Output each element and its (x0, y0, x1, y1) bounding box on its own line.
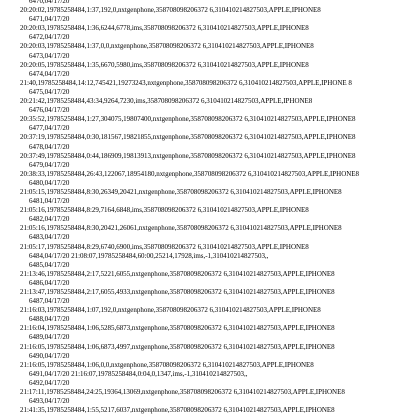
log-entry-text: 21:05:15,19785258484,8:30,26349,20421,nxtgenphone,358708098206372 6,310410214827503,APPLE,IPHONE8 (20, 187, 342, 196)
log-entry (0, 224, 392, 242)
log-entry (0, 324, 392, 342)
log-entry (0, 188, 392, 206)
log-entry-text: 21:05:16,19785258484,8:29,7164,6848,ims,358708098206372 6,310410214827503,APPLE,IPHONE8 (20, 206, 309, 215)
log-entry-record-id: 6479,04/17/20 (29, 160, 70, 169)
log-entry (0, 133, 392, 151)
log-entry-record-id: 6482,04/17/20 (29, 215, 70, 224)
log-entry-record-id: 6493,04/17/20 (29, 397, 70, 406)
log-entry-record-id: 6473,04/17/20 (29, 51, 70, 60)
log-entry-text: 20:20:05,19785258484,1:35,6670,5980,ims,358708098206372 6,310410214827503,APPLE,IPHONE8 (20, 60, 309, 69)
log-entry (0, 61, 392, 79)
log-entry (0, 288, 392, 306)
log-entry (0, 170, 392, 188)
log-entry-text: 21:16:04,19785258484,1:06,5285,6873,nxtgenphone,358708098206372 6,310410214827503,APPLE,IPHONE8 (20, 324, 335, 333)
log-entry-text: 21:16:03,19785258484,1:07,192,0,nxtgenphone,358708098206372 6,310410214827503,APPLE,IPHONE8 (20, 306, 321, 315)
log-entry-record-id: 6487,04/17/20 (29, 297, 70, 306)
log-entry-record-id: 6480,04/17/20 (29, 178, 70, 187)
log-entry-text: 21:05:16,19785258484,8:30,20421,26061,nxtgenphone,358708098206372 6,310410214827503,APPLE,IPHONE8 (20, 224, 342, 233)
log-entry-record-id: 6490,04/17/20 (29, 351, 70, 360)
log-entry-record-id: 6491,04/17/20 21:16:07,19785258484,0:04,0,1347,ims,-1,310410214827503,, (29, 369, 248, 378)
log-entry (0, 361, 392, 379)
log-entry (0, 306, 392, 324)
log-entry-record-id: 6485,04/17/20 (29, 260, 70, 269)
log-entry-record-id: 6471,04/17/20 (29, 15, 70, 24)
log-entry (0, 42, 392, 60)
log-entry-record-id: 6489,04/17/20 (29, 333, 70, 342)
log-entry-text: 20:20:02,19785258484,1:37,192,0,nxtgenphone,358708098206372 6,310410214827503,APPLE,IPHONE8 (20, 6, 321, 15)
log-entry-record-id: 6475,04/17/20 (29, 87, 70, 96)
log-entry-record-id: 6488,04/17/20 (29, 315, 70, 324)
log-entry (0, 388, 392, 406)
log-entry-record-id: 6492,04/17/20 (29, 378, 70, 387)
log-entry-record-id: 6486,04/17/20 (29, 278, 70, 287)
log-entry (0, 270, 392, 288)
log-entry (0, 6, 392, 24)
log-entry-record-id: 6472,04/17/20 (29, 33, 70, 42)
log-entry-text: 21:17:11,19785258484,24:25,19364,13069,nxtgenphone,358708098206372 6,310410214827503,APPLE,IPHONE8 (20, 388, 345, 397)
log-entry-record-id: 6481,04/17/20 (29, 197, 70, 206)
log-entry-text: 21:13:47,19785258484,2:17,6055,4933,nxtgenphone,358708098206372 6,310410214827503,APPLE,IPHONE8 (20, 288, 335, 296)
log-entry-record-id: 6478,04/17/20 (29, 142, 70, 151)
log-entry-text: 20:35:52,19785258484,1:27,304075,19807400,nxtgenphone,358708098206372 6,310410214827503,APPLE,IPHONE8 (20, 115, 356, 124)
log-entry-record-id: 6474,04/17/20 (29, 69, 70, 78)
log-entry-record-id: 6484,04/17/20 21:08:07,19785258484,60:00,25214,17928,ims,-1,310410214827503,, (29, 251, 269, 260)
log-entry-text: 20:38:33,19785258484,26:43,122067,18954180,nxtgenphone,358708098206372 6,310410214827503,APPLE,IPHONE8 (20, 169, 360, 178)
log-entry (0, 406, 392, 415)
log-entry-text: 21:05:17,19785258484,8:29,6740,6900,ims,358708098206372 6,310410214827503,APPLE,IPHONE8 (20, 242, 309, 251)
log-entry (0, 343, 392, 361)
log-entry-text: 20:37:49,19785258484,0:44,186909,19813913,nxtgenphone,358708098206372 6,310410214827503,APPLE,IPHONE8 (20, 151, 356, 160)
log-entry-record-id: 6483,04/17/20 (29, 233, 70, 242)
log-entry-text: 20:37:19,19785258484,0:30,181567,19821855,nxtgenphone,358708098206372 6,310410214827503,APPLE,IPHONE8 (20, 133, 356, 142)
log-entry (0, 379, 392, 388)
log-entry (0, 24, 392, 42)
log-entry-text: 21:40,19785258484,14:12,745421,19273243,nxtgenphone,358708098206372 6,310410214827503,APPLE,IPHONE 8 (20, 78, 352, 87)
log-entry-text: 20:20:03,19785258484,1:36,6244,6778,ims,358708098206372 6,310410214827503,APPLE,IPHONE8 (20, 24, 309, 33)
log-entry (0, 261, 392, 270)
log-entry-record-id: 6476,04/17/20 (29, 106, 70, 115)
log-entry (0, 243, 392, 261)
log-entry (0, 206, 392, 224)
log-entry (0, 115, 392, 133)
log-entry-text: 21:16:05,19785258484,1:06,0,0,nxtgenphone,358708098206372 6,310410214827503,APPLE,IPHONE8 (20, 360, 314, 369)
log-entry-record-id: 6477,04/17/20 (29, 124, 70, 133)
log-entry (0, 97, 392, 115)
log-entry-text: 20:21:42,19785258484,43:34,9264,7230,ims,358708098206372 6,310410214827503,APPLE,IPHONE8 (20, 97, 313, 106)
log-entry-text: 21:16:05,19785258484,1:06,6873,4997,nxtgenphone,358708098206372 6,310410214827503,APPLE,IPHONE8 (20, 342, 335, 351)
log-entry-text: 21:41:35,19785258484,1:55,5217,6037,nxtgenphone,358708098206372 6,310410214827503,APPLE,IPHONE8 (20, 406, 335, 415)
log-entry (0, 79, 392, 97)
log-entry-text: 20:20:03,19785258484,1:37,0,0,nxtgenphone,358708098206372 6,310410214827503,APPLE,IPHONE8 (20, 42, 314, 51)
log-entry (0, 152, 392, 170)
log-entry-record-id: 6470,04/17/20 (29, 0, 70, 5)
log-entry-text: 21:13:46,19785258484,2:17,5221,6055,nxtgenphone,358708098206372 6,310410214827503,APPLE,IPHONE8 (20, 269, 335, 278)
